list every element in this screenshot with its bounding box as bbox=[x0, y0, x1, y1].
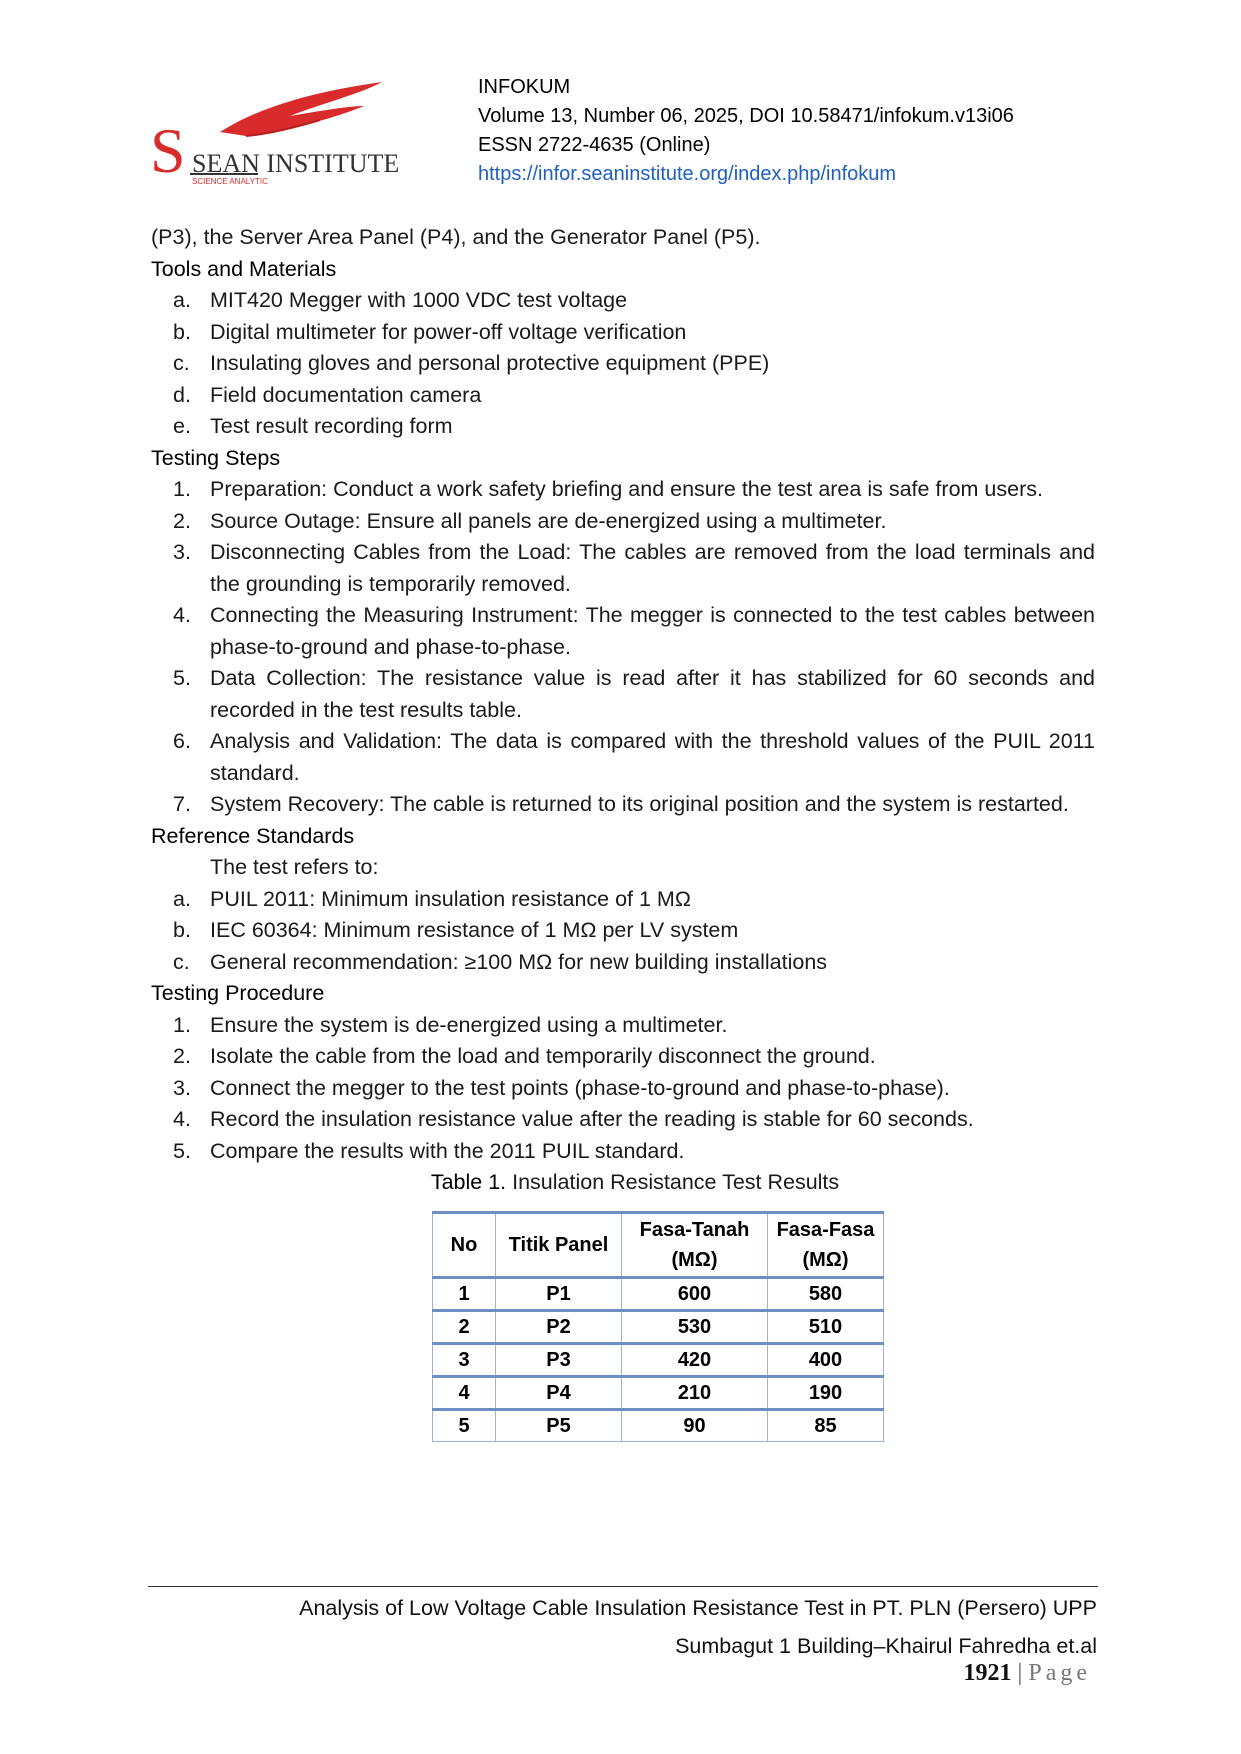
list-item: 5. Compare the results with the 2011 PUIL standard. bbox=[173, 1138, 685, 1163]
journal-issn: ESSN 2722-4635 (Online) bbox=[478, 134, 711, 156]
list-item: 4. Record the insulation resistance value after the reading is stable for 60 seconds. bbox=[173, 1107, 974, 1131]
footer-line-1: Analysis of Low Voltage Cable Insulation Resistance Test in PT. PLN (Persero) UPP bbox=[299, 1596, 1097, 1620]
table-cell: P1 bbox=[496, 1277, 622, 1310]
section-heading-steps: Testing Steps bbox=[151, 445, 281, 470]
standards-intro: The test refers to: bbox=[210, 855, 379, 879]
table-cell: 510 bbox=[768, 1310, 884, 1343]
procedure-list bbox=[151, 1010, 1095, 1168]
list-item: 6. Analysis and Validation: The data is compared with the threshold values of the PUIL 2011 standard. bbox=[173, 729, 1095, 785]
list-item: 1. Preparation: Conduct a work safety briefing and ensure the test area is safe from users. bbox=[173, 477, 1043, 501]
column-header: No bbox=[433, 1212, 496, 1277]
list-item: 3. Connect the megger to the test points (phase-to-ground and phase-to-phase). bbox=[173, 1075, 950, 1100]
list-item: b. IEC 60364: Minimum resistance of 1 MΩ per LV system bbox=[173, 918, 739, 942]
standards-list bbox=[151, 884, 1095, 979]
journal-info bbox=[478, 73, 1014, 189]
steps-list bbox=[151, 474, 1095, 821]
section-heading-tools: Tools and Materials bbox=[151, 256, 337, 281]
section-heading-standards: Reference Standards bbox=[151, 823, 355, 848]
table-cell: 2 bbox=[433, 1310, 496, 1343]
table-caption-text: Insulation Resistance Test Results bbox=[506, 1170, 840, 1194]
column-header: Titik Panel bbox=[496, 1212, 622, 1277]
table-row bbox=[433, 1376, 884, 1409]
list-item: c. General recommendation: ≥100 MΩ for new building installations bbox=[173, 949, 828, 974]
list-item: 2. Source Outage: Ensure all panels are de-energized using a multimeter. bbox=[173, 508, 887, 533]
column-header: Fasa-Tanah (MΩ) bbox=[622, 1212, 768, 1277]
table-cell: 3 bbox=[433, 1343, 496, 1376]
table-cell: 580 bbox=[768, 1277, 884, 1310]
list-item: 2. Isolate the cable from the load and temporarily disconnect the ground. bbox=[173, 1044, 876, 1068]
footer-line-2: Sumbagut 1 Building–Khairul Fahredha et.al bbox=[675, 1634, 1097, 1658]
publisher-logo bbox=[150, 80, 458, 192]
svg-text:SCIENCE ANALYTIC: SCIENCE ANALYTIC bbox=[192, 177, 268, 186]
table-cell: 420 bbox=[622, 1343, 768, 1376]
list-item: e. Test result recording form bbox=[173, 414, 453, 438]
table-cell: 190 bbox=[768, 1376, 884, 1409]
journal-volume: Volume 13, Number 06, 2025, DOI 10.58471/infokum.v13i06 bbox=[478, 105, 1014, 127]
journal-name: INFOKUM bbox=[478, 76, 571, 98]
table-cell: 1 bbox=[433, 1277, 496, 1310]
list-item: c. Insulating gloves and personal protective equipment (PPE) bbox=[173, 351, 770, 375]
column-header: Fasa-Fasa (MΩ) bbox=[768, 1212, 884, 1277]
list-item: 3. Disconnecting Cables from the Load: The cables are removed from the load terminals and the grounding is temporarily removed. bbox=[173, 540, 1095, 596]
table-row bbox=[433, 1409, 884, 1441]
list-item: 4. Connecting the Measuring Instrument: The megger is connected to the test cables between phase-to-ground and phase-to-phase. bbox=[173, 603, 1095, 659]
tools-list bbox=[151, 285, 1095, 443]
intro-line: (P3), the Server Area Panel (P4), and the Generator Panel (P5). bbox=[151, 225, 761, 249]
table-row bbox=[433, 1277, 884, 1310]
table-cell: 5 bbox=[433, 1409, 496, 1441]
list-item: a. PUIL 2011: Minimum insulation resistance of 1 MΩ bbox=[173, 886, 691, 911]
section-heading-procedure: Testing Procedure bbox=[151, 981, 325, 1005]
table-cell: 90 bbox=[622, 1409, 768, 1441]
table-cell: P5 bbox=[496, 1409, 622, 1441]
table-row bbox=[433, 1343, 884, 1376]
list-item: 7. System Recovery: The cable is returned to its original position and the system is restarted. bbox=[173, 792, 1069, 816]
table-caption bbox=[151, 1167, 1095, 1199]
page-number bbox=[964, 1660, 1091, 1687]
table-header-row bbox=[433, 1212, 884, 1277]
table-cell: 4 bbox=[433, 1376, 496, 1409]
list-item: d. Field documentation camera bbox=[173, 382, 482, 407]
table-cell: P4 bbox=[496, 1376, 622, 1409]
table-cell: 400 bbox=[768, 1343, 884, 1376]
footer-running-title bbox=[197, 1589, 1097, 1665]
footer-divider bbox=[148, 1586, 1098, 1587]
page-content bbox=[151, 222, 1095, 1442]
list-item: 1. Ensure the system is de-energized using a multimeter. bbox=[173, 1012, 728, 1037]
svg-text:SEAN INSTITUTE: SEAN INSTITUTE bbox=[192, 149, 400, 178]
svg-text:S: S bbox=[150, 115, 186, 186]
table-cell: P2 bbox=[496, 1310, 622, 1343]
list-item: 5. Data Collection: The resistance value is read after it has stabilized for 60 seconds and recorded in the test results table. bbox=[173, 666, 1095, 722]
table-cell: 85 bbox=[768, 1409, 884, 1441]
table-cell: P3 bbox=[496, 1343, 622, 1376]
results-table bbox=[432, 1211, 884, 1442]
table-cell: 530 bbox=[622, 1310, 768, 1343]
list-item: b. Digital multimeter for power-off voltage verification bbox=[173, 319, 687, 344]
list-item: a. MIT420 Megger with 1000 VDC test voltage bbox=[173, 288, 628, 312]
table-cell: 210 bbox=[622, 1376, 768, 1409]
page-label: Page bbox=[1028, 1660, 1091, 1686]
table-cell: 600 bbox=[622, 1277, 768, 1310]
page-separator: | bbox=[1017, 1660, 1023, 1686]
table-row bbox=[433, 1310, 884, 1343]
journal-url-link[interactable]: https://infor.seaninstitute.org/index.php/infokum bbox=[478, 163, 897, 185]
page-number-value: 1921 bbox=[963, 1660, 1012, 1686]
table-caption-label: Table 1. bbox=[430, 1170, 507, 1194]
